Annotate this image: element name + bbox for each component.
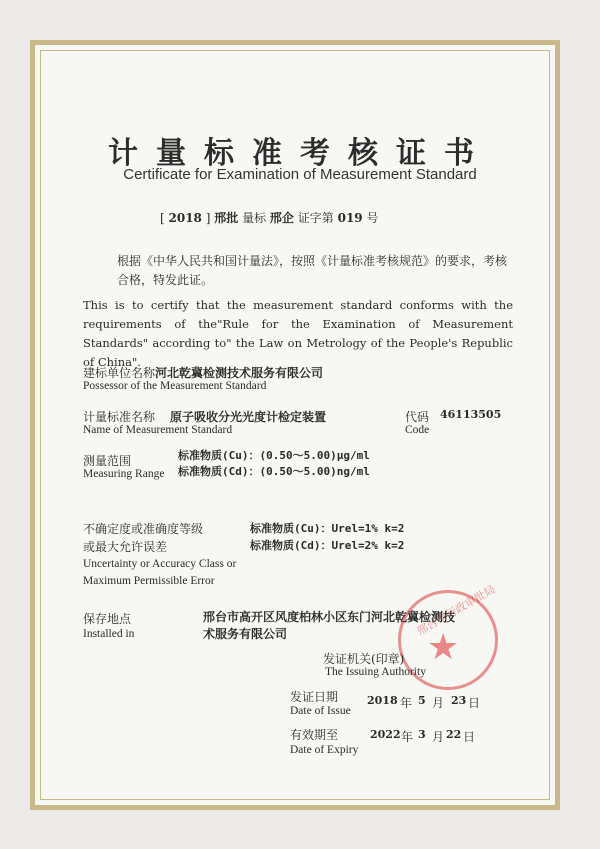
seal-star-icon: ★ — [427, 627, 460, 668]
location-label-cn: 保存地点 — [83, 612, 132, 626]
range-label-en: Measuring Range — [83, 468, 165, 480]
uncertainty-label-cn-1: 不确定度或准确度等级 — [83, 522, 204, 536]
certificate-number: [ 2018 ] 邢批 量标 邢企 证字第 019 号 — [160, 211, 379, 225]
code-label-en: Code — [405, 424, 430, 436]
cert-type: 量标 — [242, 211, 267, 225]
issue-year-unit: 年 — [400, 696, 413, 710]
authority-label-cn: 发证机关(印章) — [323, 652, 405, 666]
cert-suffix: 号 — [366, 211, 379, 225]
expiry-year: 2022 — [370, 728, 401, 741]
issue-date-label-cn: 发证日期 — [290, 690, 339, 704]
location-value-1: 邢台市高开区风度柏林小区东门河北乾冀检测技 — [203, 610, 456, 624]
cert-year: 2018 — [168, 211, 202, 225]
issue-date-label-en: Date of Issue — [290, 705, 351, 717]
title-english: Certificate for Examination of Measurement Standard — [123, 166, 477, 183]
cert-no: 019 — [337, 211, 363, 225]
uncertainty-line-cd: 标准物质(Cd)：Urel=2% k=2 — [250, 539, 405, 552]
location-label-en: Installed in — [83, 628, 135, 640]
cert-issuer: 邢企 — [269, 211, 294, 225]
statement-english: This is to certify that the measurement standard conforms with the requirements of the"Rule for the Examination of Measurement Standards" according to" the Law on Metrology of the People's Republic of China". — [83, 298, 513, 369]
issue-year: 2018 — [367, 694, 398, 707]
location-value-2: 术服务有限公司 — [203, 627, 288, 641]
title-chinese: 计量标准考核证书 — [108, 136, 492, 171]
expiry-date-label-en: Date of Expiry — [290, 744, 359, 756]
seal-text: 邢台市行政审批局 — [414, 582, 498, 639]
cert-prefix: 邢批 — [214, 211, 239, 225]
standard-name-label-en: Name of Measurement Standard — [83, 424, 233, 436]
possessor-value: 河北乾冀检测技术服务有限公司 — [155, 366, 324, 380]
issue-day-unit: 日 — [468, 696, 481, 710]
cert-label: 证字第 — [297, 211, 334, 225]
expiry-day: 22 — [446, 728, 462, 741]
range-line-cd: 标准物质(Cd)：(0.50～5.00)ng/ml — [178, 465, 370, 478]
expiry-date-label-cn: 有效期至 — [290, 728, 339, 742]
expiry-month-unit: 月 — [432, 730, 445, 744]
code-label-cn: 代码 — [405, 410, 430, 424]
range-label-cn: 测量范围 — [83, 454, 132, 468]
uncertainty-label-en-1: Uncertainty or Accuracy Class or — [83, 558, 237, 570]
standard-name-value: 原子吸收分光光度计检定装置 — [170, 410, 327, 424]
statement-chinese: 根据《中华人民共和国计量法》，按照《计量标准考核规范》的要求，考核合格，特发此证。 — [117, 254, 508, 287]
uncertainty-label-cn-2: 或最大允许误差 — [83, 540, 168, 554]
standard-name-label-cn: 计量标准名称 — [83, 410, 156, 424]
expiry-year-unit: 年 — [401, 730, 414, 744]
uncertainty-label-en-2: Maximum Permissible Error — [83, 575, 215, 587]
possessor-label-en: Possessor of the Measurement Standard — [83, 380, 267, 392]
uncertainty-line-cu: 标准物质(Cu)：Urel=1% k=2 — [250, 522, 405, 535]
issue-month: 5 — [418, 694, 426, 707]
expiry-day-unit: 日 — [463, 730, 476, 744]
range-line-cu: 标准物质(Cu)：(0.50～5.00)μg/ml — [178, 449, 370, 462]
authority-label-en: The Issuing Authority — [325, 666, 426, 678]
expiry-month: 3 — [418, 728, 426, 741]
issue-month-unit: 月 — [432, 696, 445, 710]
possessor-label-cn: 建标单位名称 — [83, 366, 156, 380]
issue-day: 23 — [451, 694, 467, 707]
code-value: 46113505 — [440, 408, 502, 421]
